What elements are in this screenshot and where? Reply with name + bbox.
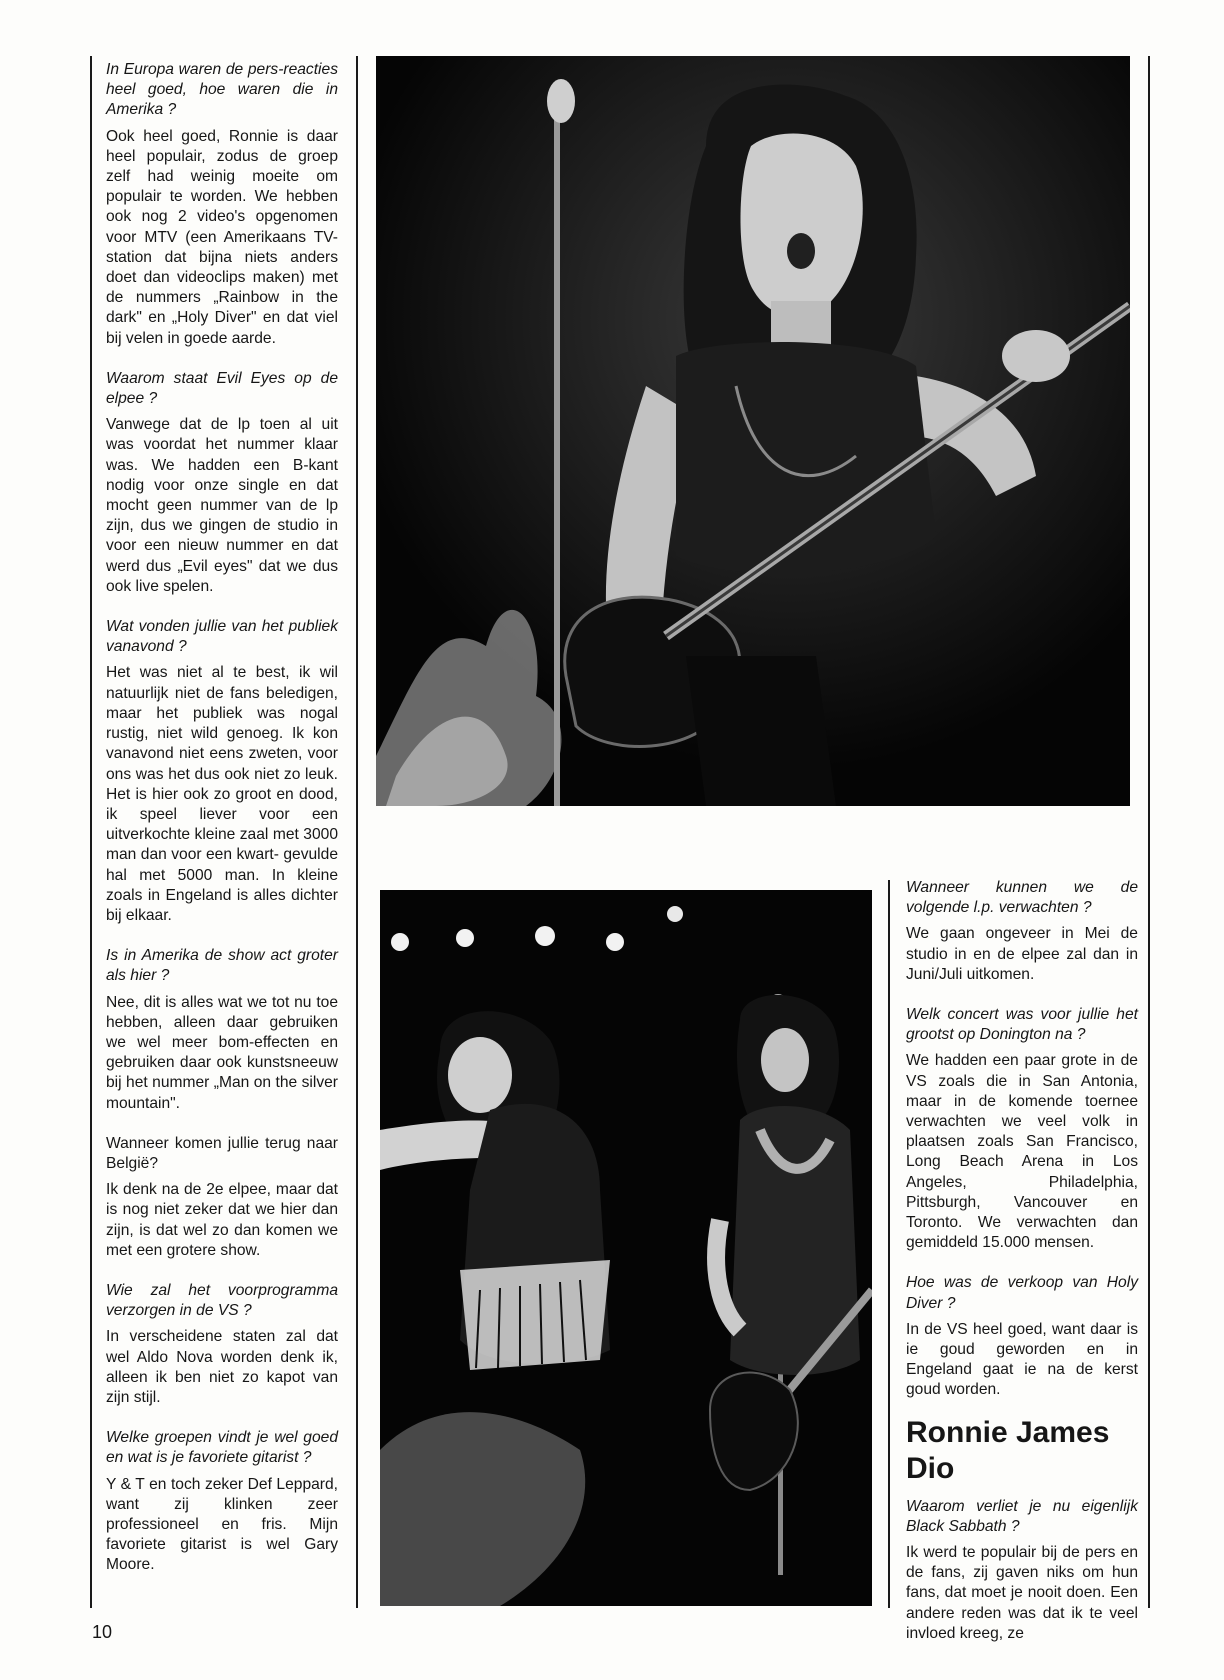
answer-5: Ik denk na de 2e elpee, maar dat is nog niet zeker dat we hier dan zijn, is dat wel zo dan komen we met een grotere show. xyxy=(106,1181,338,1259)
answer-3: Het was niet al te best, ik wil natuurlijk niet de fans beledigen, maar het publiek was nogal rustig, niet wild genoeg. Ik kon vanavond niet eens zweten, voor ons was het dus ook niet zo leuk. Het is hier ook zo groot en dood, ik speel liever voor een uitverkochte kleine zaal met 3000 man dan voor een kwart- gevulde hal met 5000 man. In kleine zoals in Engeland is alles dichter bij elkaar. xyxy=(106,664,338,924)
guitarist-illustration xyxy=(376,56,1130,806)
answer-9: We hadden een paar grote in de VS zoals die in San Antonia, maar in de komende toernee verwachten we veel volk in plaatsen zoals San Francisco, Long Beach Arena in Los Angeles, Philadelphia, Pittsburgh, Vancouver en Toronto. We verwachten dan gemiddeld 15.000 mensen. xyxy=(906,1052,1138,1252)
question-8: Wanneer kunnen we de volgende l.p. verwachten ? xyxy=(906,879,1138,917)
concert-photo-guitarist xyxy=(376,56,1130,806)
column-rule-right xyxy=(1148,56,1150,1608)
answer-6: In verscheidene staten zal dat wel Aldo Nova worden denk ik, alleen ik ben niet zo kapot van zijn stijl. xyxy=(106,1328,338,1406)
column-rule-middle-bottom xyxy=(888,880,890,1608)
column-rule-middle-top xyxy=(356,56,358,1608)
right-text-column xyxy=(906,878,1138,1664)
question-5: Wanneer komen jullie terug naar België? xyxy=(106,1134,338,1172)
answer-8: We gaan ongeveer in Mei de studio in en de elpee zal dan in Juni/Juli uitkomen. xyxy=(906,925,1138,983)
section-heading: Ronnie James Dio xyxy=(906,1415,1110,1485)
question-9: Welk concert was voor jullie het grootst op Donington na ? xyxy=(906,1006,1138,1044)
question-4: Is in Amerika de show act groter als hier ? xyxy=(106,947,338,985)
answer-7: Y & T en toch zeker Def Leppard, want zij klinken zeer professioneel en fris. Mijn favoriete gitarist is wel Gary Moore. xyxy=(106,1475,338,1574)
question-2: Waarom staat Evil Eyes op de elpee ? xyxy=(106,369,338,408)
answer-4: Nee, dit is alles wat we tot nu toe hebben, alleen daar gebruiken we wel meer bom-effecten en gebruiken daar ook kunstsneeuw bij het nummer „Man on the silver mountain". xyxy=(106,993,338,1112)
concert-photo-singer xyxy=(380,890,872,1606)
left-text-column xyxy=(106,60,338,1596)
question-11: Waarom verliet je nu eigenlijk Black Sabbath ? xyxy=(906,1497,1138,1535)
question-6: Wie zal het voorprogramma verzorgen in de VS ? xyxy=(106,1281,338,1320)
answer-1: Ook heel goed, Ronnie is daar heel populair, zodus de groep zelf had weinig moeite om populair te worden. We hebben ook nog 2 video's opgenomen voor MTV (een Amerikaans TV-station dat bijna niets anders doet dan videoclips maken) met de nummers „Rainbow in the dark" en „Holy Diver" en dat viel bij velen in goede aarde. xyxy=(106,127,338,347)
answer-11: Ik werd te populair bij de pers en de fans, zij gaven niks om hun fans, dat moet je nooit doen. Een andere reden was dat ik te veel invloed kreeg, ze xyxy=(906,1544,1138,1642)
answer-2: Vanwege dat de lp toen al uit was voordat het nummer klaar was. We hadden een B-kant nodig voor onze single en dat mocht geen nummer van de lp zijn, dus we gingen de studio in voor een nieuw nummer en dat werd dus „Evil eyes" dat we dus ook live spelen. xyxy=(106,416,338,595)
answer-10: In de VS heel goed, want daar is ie goud geworden en in Engeland gaat ie na de kerst goud worden. xyxy=(906,1320,1138,1399)
page-number: 10 xyxy=(92,1622,113,1642)
question-1: In Europa waren de pers-reacties heel goed, hoe waren die in Amerika ? xyxy=(106,61,338,119)
question-7: Welke groepen vindt je wel goed en wat is je favoriete gitarist ? xyxy=(106,1429,338,1467)
question-10: Hoe was de verkoop van Holy Diver ? xyxy=(906,1274,1138,1312)
question-3: Wat vonden jullie van het publiek vanavond ? xyxy=(106,618,338,656)
singer-illustration xyxy=(380,890,872,1606)
column-rule-left xyxy=(90,56,92,1608)
